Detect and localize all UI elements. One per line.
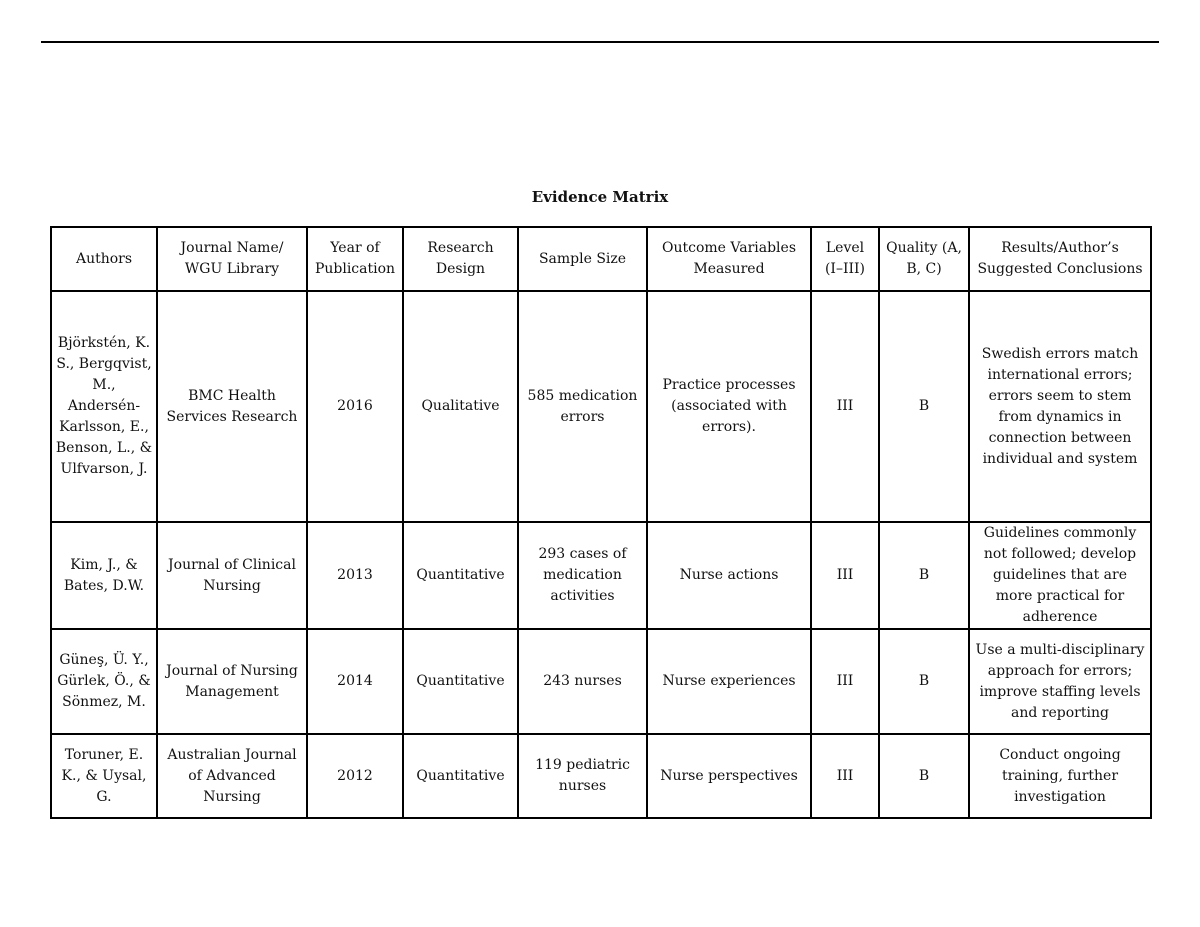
document-title: Evidence Matrix [531, 188, 669, 206]
header-quality: Quality (A, B, C) [879, 227, 969, 291]
evidence-matrix-table [50, 226, 1152, 819]
cell-journal: Australian Journal of Advanced Nursing [157, 734, 307, 818]
header-year: Year of Publication [307, 227, 403, 291]
cell-results: Use a multi-disciplinary approach for errors; improve staffing levels and reporting [969, 629, 1151, 734]
cell-level: III [811, 522, 879, 629]
cell-authors: Güneş, Ü. Y., Gürlek, Ö., & Sönmez, M. [51, 629, 157, 734]
cell-authors: Toruner, E. K., & Uysal, G. [51, 734, 157, 818]
cell-journal: BMC Health Services Research [157, 291, 307, 522]
cell-quality: B [879, 291, 969, 522]
cell-journal: Journal of Clinical Nursing [157, 522, 307, 629]
table-row [51, 629, 1151, 734]
cell-design: Qualitative [403, 291, 518, 522]
table-row [51, 734, 1151, 818]
cell-outcome: Nurse perspectives [647, 734, 811, 818]
header-authors: Authors [51, 227, 157, 291]
cell-design: Quantitative [403, 734, 518, 818]
cell-level: III [811, 734, 879, 818]
cell-year: 2016 [307, 291, 403, 522]
cell-year: 2013 [307, 522, 403, 629]
header-level: Level (I–III) [811, 227, 879, 291]
cell-results: Conduct ongoing training, further investigation [969, 734, 1151, 818]
cell-outcome: Practice processes (associated with errors). [647, 291, 811, 522]
cell-results: Guidelines commonly not followed; develop guidelines that are more practical for adherence [969, 522, 1151, 629]
cell-year: 2012 [307, 734, 403, 818]
cell-quality: B [879, 522, 969, 629]
cell-authors: Kim, J., & Bates, D.W. [51, 522, 157, 629]
cell-journal: Journal of Nursing Management [157, 629, 307, 734]
cell-sample: 585 medication errors [518, 291, 647, 522]
cell-level: III [811, 629, 879, 734]
cell-results: Swedish errors match international errors; errors seem to stem from dynamics in connection between individual and system [969, 291, 1151, 522]
header-sample: Sample Size [518, 227, 647, 291]
cell-quality: B [879, 734, 969, 818]
header-rule [41, 41, 1159, 43]
table-row [51, 522, 1151, 629]
cell-sample: 243 nurses [518, 629, 647, 734]
cell-authors: Björkstén, K. S., Bergqvist, M., Andersén-Karlsson, E., Benson, L., & Ulfvarson, J. [51, 291, 157, 522]
cell-year: 2014 [307, 629, 403, 734]
cell-level: III [811, 291, 879, 522]
cell-design: Quantitative [403, 522, 518, 629]
cell-outcome: Nurse experiences [647, 629, 811, 734]
cell-sample: 119 pediatric nurses [518, 734, 647, 818]
header-results: Results/Author’s Suggested Conclusions [969, 227, 1151, 291]
cell-sample: 293 cases of medication activities [518, 522, 647, 629]
header-design: Research Design [403, 227, 518, 291]
header-outcome: Outcome Variables Measured [647, 227, 811, 291]
table-header-row [51, 227, 1151, 291]
cell-outcome: Nurse actions [647, 522, 811, 629]
cell-design: Quantitative [403, 629, 518, 734]
table-row [51, 291, 1151, 522]
header-journal: Journal Name/ WGU Library [157, 227, 307, 291]
cell-quality: B [879, 629, 969, 734]
